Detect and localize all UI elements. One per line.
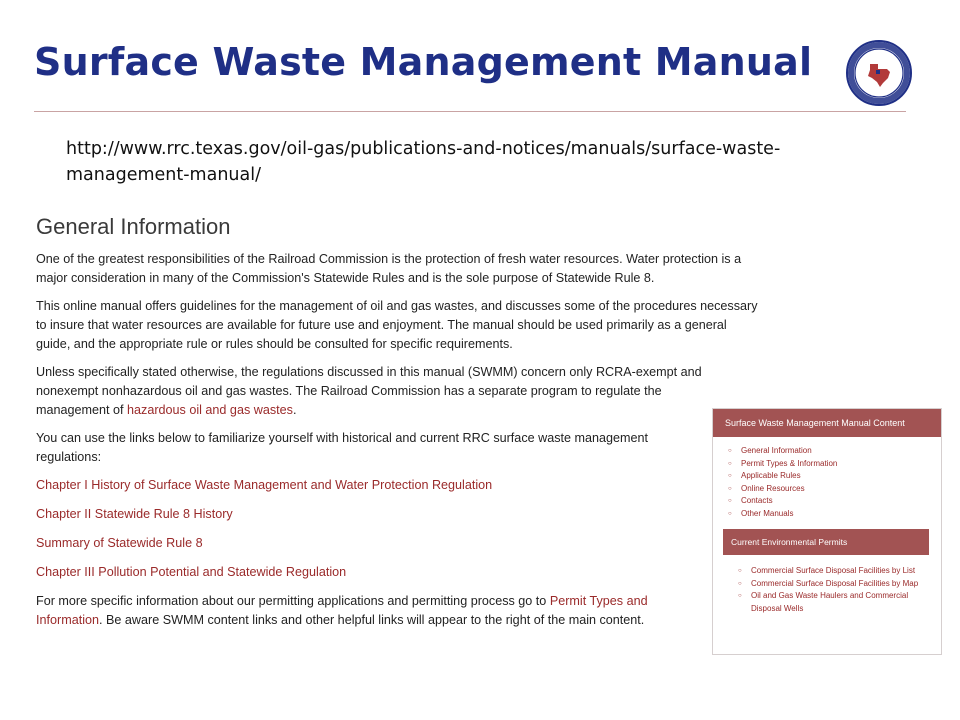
main-content bbox=[36, 250, 762, 639]
paragraph-regulations-text: Unless specifically stated otherwise, the regulations discussed in this manual (SWMM) concern only RCRA-exempt and nonexempt nonhazardous oil and gas wastes. The Railroad Commission has a separate program to regulate the management of bbox=[36, 365, 702, 417]
paragraph-permitting bbox=[36, 592, 696, 630]
paragraph-permitting-text: For more specific information about our permitting applications and permitting process go to bbox=[36, 594, 550, 608]
sidebar-item-waste-haulers[interactable]: ○ Oil and Gas Waste Haulers and Commercial Disposal Wells bbox=[751, 590, 929, 615]
page-heading: General Information bbox=[36, 214, 231, 239]
paragraph-water-protection: One of the greatest responsibilities of the Railroad Commission is the protection of fresh water resources. Water protection is a major consideration in many of the Commission's Statewide Rules and is the sole purpose of Statewide Rule 8. bbox=[36, 252, 742, 285]
paragraph-permitting-end: . Be aware SWMM content links and other helpful links will appear to the right of the main content. bbox=[99, 613, 645, 627]
sidebar-item-general-information[interactable]: ○ General Information bbox=[741, 445, 941, 458]
sidebar-item-contacts[interactable]: ○ Contacts bbox=[741, 495, 941, 508]
sidebar-permit-links bbox=[723, 565, 929, 615]
rule-8-summary-link[interactable]: Summary of Statewide Rule 8 bbox=[36, 536, 203, 550]
chapter-3-link[interactable]: Chapter III Pollution Potential and Statewide Regulation bbox=[36, 565, 347, 579]
sidebar-item-other-manuals[interactable]: ○ Other Manuals bbox=[741, 508, 941, 521]
sidebar-header-environmental-permits: Current Environmental Permits bbox=[723, 529, 929, 555]
railroad-commission-seal-logo bbox=[846, 40, 912, 106]
webpage-screenshot bbox=[36, 210, 956, 660]
paragraph-links-intro: You can use the links below to familiarize yourself with historical and current RRC surface waste management regulations: bbox=[36, 431, 649, 464]
slide-title: Surface Waste Management Manual bbox=[34, 40, 813, 84]
svg-text:★ ★ ★: ★ ★ ★ bbox=[870, 92, 888, 98]
sidebar-item-permit-types[interactable]: ○ Permit Types & Information bbox=[741, 458, 941, 471]
paragraph-regulations bbox=[36, 363, 706, 420]
manual-url[interactable]: http://www.rrc.texas.gov/oil-gas/publications-and-notices/manuals/surface-waste-management-manual/ bbox=[66, 139, 781, 185]
paragraph-manual-purpose: This online manual offers guidelines for the management of oil and gas wastes, and discusses some of the procedures necessary to insure that water resources are available for future use and enjoyment. The manual should be used primarily as a general guide, and the appropriate rule or rules should be consulted for specific requirements. bbox=[36, 299, 758, 351]
sidebar-item-disposal-list[interactable]: ○ Commercial Surface Disposal Facilities by List bbox=[751, 565, 929, 578]
title-divider bbox=[34, 111, 906, 112]
sidebar-item-online-resources[interactable]: ○ Online Resources bbox=[741, 483, 941, 496]
sidebar-header-manual-content: Surface Waste Management Manual Content bbox=[713, 409, 941, 437]
sidebar-item-disposal-map[interactable]: ○ Commercial Surface Disposal Facilities by Map bbox=[751, 578, 929, 591]
chapter-1-link[interactable]: Chapter I History of Surface Waste Management and Water Protection Regulation bbox=[36, 478, 493, 492]
sidebar-panel bbox=[712, 408, 942, 655]
hazardous-wastes-link[interactable]: hazardous oil and gas wastes bbox=[127, 403, 293, 417]
permit-types-link[interactable]: Permit Types and Information bbox=[36, 594, 648, 627]
sidebar-item-applicable-rules[interactable]: ○ Applicable Rules bbox=[741, 470, 941, 483]
sidebar-manual-links bbox=[713, 445, 941, 520]
paragraph-regulations-end: . bbox=[292, 403, 297, 417]
chapter-2-link[interactable]: Chapter II Statewide Rule 8 History bbox=[36, 507, 233, 521]
